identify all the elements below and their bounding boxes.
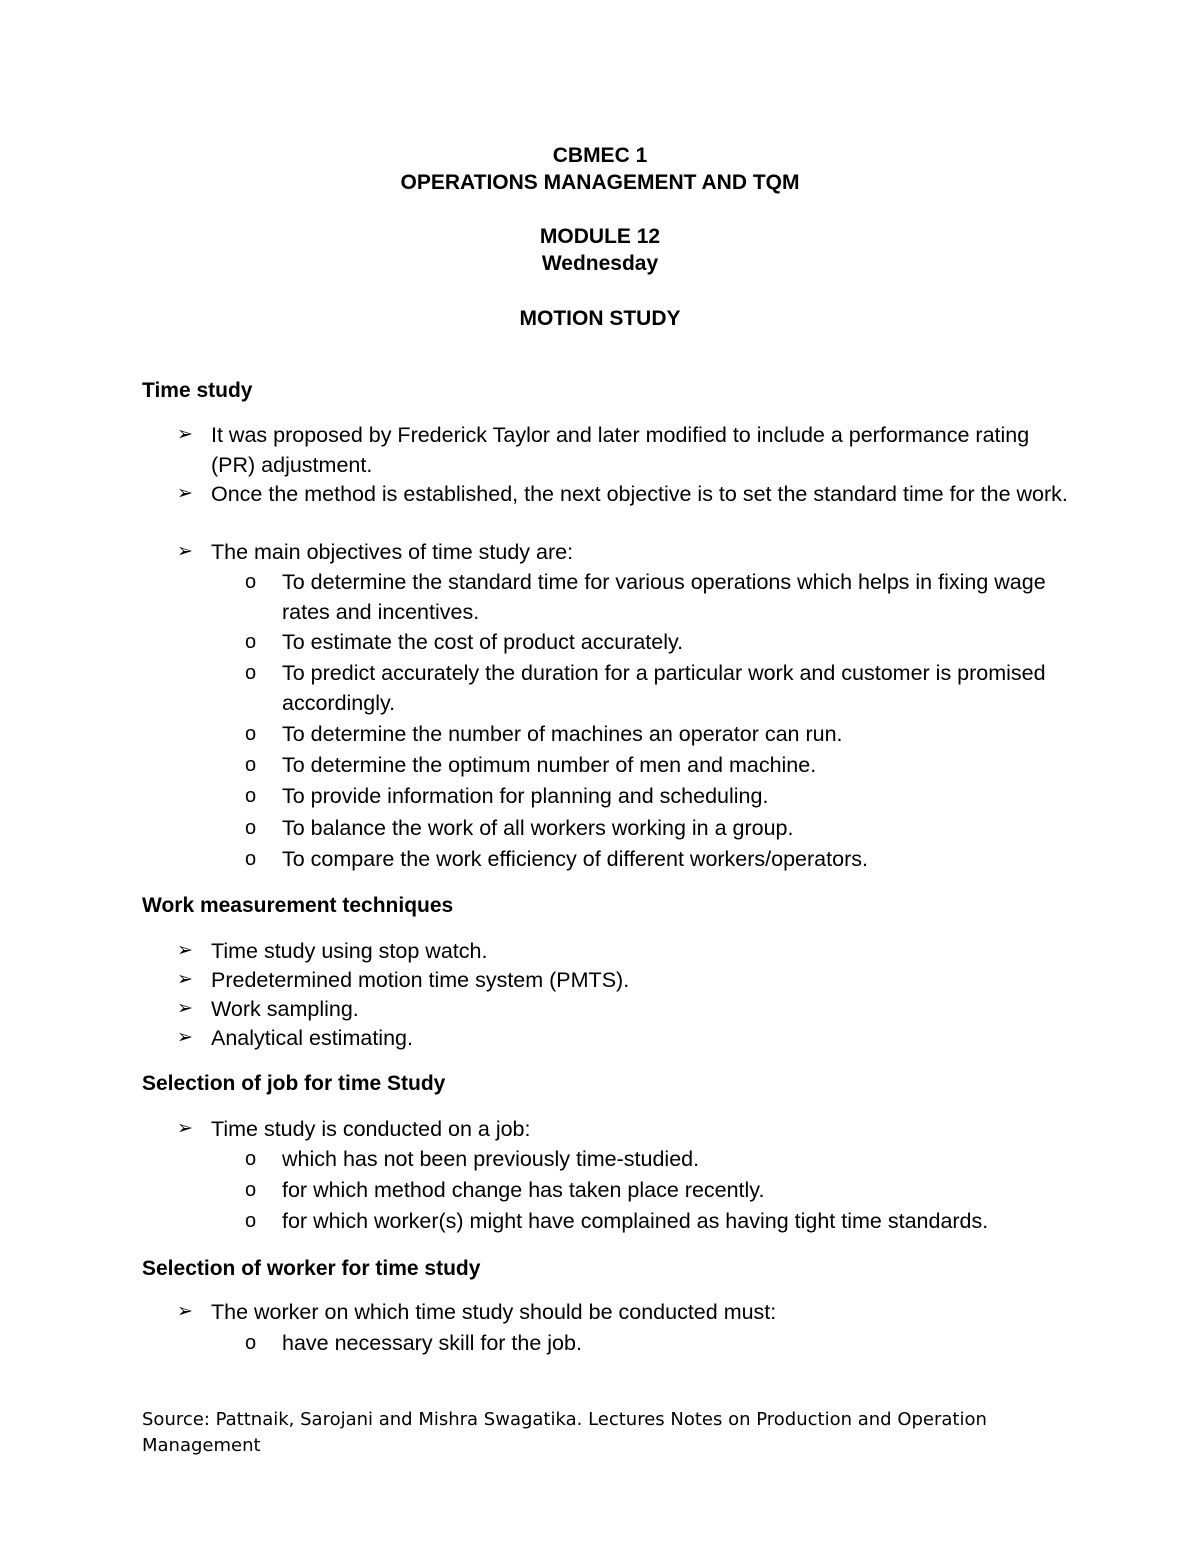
sub-list-item <box>245 627 1075 657</box>
section-heading-work-measurement: Work measurement techniques <box>142 894 454 917</box>
list-item-text: Time study using stop watch. <box>211 939 488 963</box>
list-item <box>177 965 1077 995</box>
sub-list-item-text: To balance the work of all workers working in a group. <box>282 816 794 840</box>
circle-bullet-icon: o <box>245 1332 257 1354</box>
course-title: OPERATIONS MANAGEMENT AND TQM <box>400 171 800 194</box>
section-heading-worker-selection: Selection of worker for time study <box>142 1257 481 1280</box>
sub-list-item <box>245 719 1075 749</box>
arrow-bullet-icon: ➢ <box>177 969 193 990</box>
sub-list-item-text: which has not been previously time-studied. <box>282 1147 700 1171</box>
list-item-text: Predetermined motion time system (PMTS). <box>211 968 630 992</box>
circle-bullet-icon: o <box>245 1148 257 1170</box>
circle-bullet-icon: o <box>245 785 257 807</box>
section-heading-job-selection: Selection of job for time Study <box>142 1072 446 1095</box>
arrow-bullet-icon: ➢ <box>177 541 193 562</box>
arrow-bullet-icon: ➢ <box>177 424 193 445</box>
circle-bullet-icon: o <box>245 723 257 745</box>
module-number: MODULE 12 <box>539 225 661 248</box>
circle-bullet-icon: o <box>245 1179 257 1201</box>
sub-list-item-text: for which worker(s) might have complained as having tight time standards. <box>282 1209 989 1233</box>
list-item <box>177 936 1077 966</box>
sub-list-item-text: To determine the number of machines an operator can run. <box>282 722 843 746</box>
circle-bullet-icon: o <box>245 754 257 776</box>
circle-bullet-icon: o <box>245 571 257 593</box>
list-item-text: It was proposed by Frederick Taylor and later modified to include a performance rating (PR) adjustment. <box>211 423 1030 477</box>
sub-list-item-text: To determine the optimum number of men and machine. <box>282 753 817 777</box>
page-title: MOTION STUDY <box>519 307 681 330</box>
list-item <box>177 994 1077 1024</box>
arrow-bullet-icon: ➢ <box>177 1301 193 1322</box>
arrow-bullet-icon: ➢ <box>177 1118 193 1139</box>
list-item <box>177 537 1077 567</box>
list-item-text: The main objectives of time study are: <box>211 540 574 564</box>
sub-list-item-text: To compare the work efficiency of different workers/operators. <box>282 847 868 871</box>
sub-list-item-text: To estimate the cost of product accurately. <box>282 630 684 654</box>
list-item <box>177 1114 1077 1144</box>
arrow-bullet-icon: ➢ <box>177 483 193 504</box>
circle-bullet-icon: o <box>245 817 257 839</box>
sub-list-item <box>245 567 1075 627</box>
arrow-bullet-icon: ➢ <box>177 1027 193 1048</box>
circle-bullet-icon: o <box>245 848 257 870</box>
course-code: CBMEC 1 <box>552 144 648 167</box>
source-citation: Source: Pattnaik, Sarojani and Mishra Swagatika. Lectures Notes on Production and Operation Management <box>142 1409 987 1456</box>
list-item-text: Work sampling. <box>211 997 359 1021</box>
sub-list-item <box>245 1144 1075 1174</box>
list-item <box>177 1023 1077 1053</box>
module-day: Wednesday <box>541 252 659 275</box>
sub-list-item <box>245 1175 1075 1205</box>
sub-list-item <box>245 750 1075 780</box>
section-heading-time-study: Time study <box>142 379 253 402</box>
sub-list-item <box>245 658 1075 718</box>
sub-list-item <box>245 781 1075 811</box>
list-item <box>177 1297 1077 1327</box>
sub-list-item <box>245 844 1075 874</box>
circle-bullet-icon: o <box>245 662 257 684</box>
arrow-bullet-icon: ➢ <box>177 998 193 1019</box>
sub-list-item-text: for which method change has taken place recently. <box>282 1178 765 1202</box>
list-item-text: Analytical estimating. <box>211 1026 413 1050</box>
sub-list-item-text: have necessary skill for the job. <box>282 1331 582 1355</box>
list-item-text: Time study is conducted on a job: <box>211 1117 531 1141</box>
list-item <box>177 420 1077 480</box>
sub-list-item <box>245 1206 1075 1236</box>
sub-list-item-text: To predict accurately the duration for a particular work and customer is promised accordingly. <box>282 661 1046 715</box>
sub-list-item-text: To determine the standard time for various operations which helps in fixing wage rates and incentives. <box>282 570 1046 624</box>
sub-list-item-text: To provide information for planning and scheduling. <box>282 784 769 808</box>
list-item-text: Once the method is established, the next objective is to set the standard time for the work. <box>211 482 1068 506</box>
list-item <box>177 479 1077 509</box>
circle-bullet-icon: o <box>245 1210 257 1232</box>
list-item-text: The worker on which time study should be conducted must: <box>211 1300 777 1324</box>
arrow-bullet-icon: ➢ <box>177 940 193 961</box>
sub-list-item <box>245 1328 1075 1358</box>
sub-list-item <box>245 813 1075 843</box>
circle-bullet-icon: o <box>245 631 257 653</box>
